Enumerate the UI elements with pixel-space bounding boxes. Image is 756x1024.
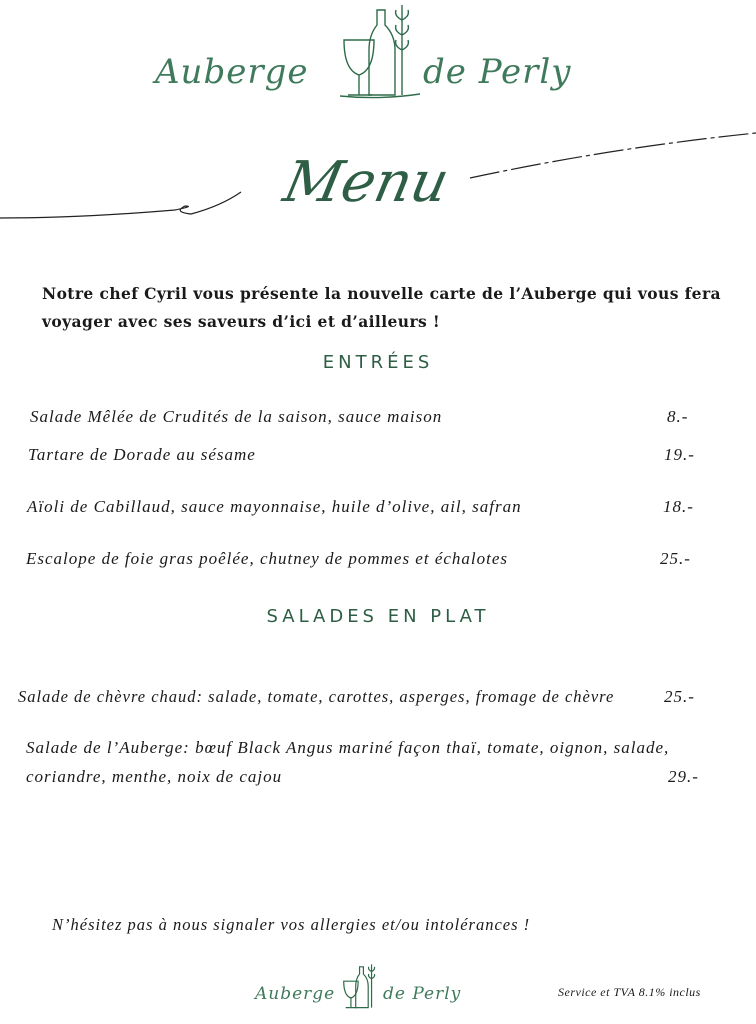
menu-item-name: Salade de chèvre chaud: salade, tomate, carottes, asperges, fromage de chèvre	[18, 687, 615, 706]
service-note: Service et TVA 8.1% inclus	[558, 985, 701, 999]
menu-item-price: 25.-	[664, 687, 695, 706]
wine-bottle-herb-icon	[341, 962, 381, 1010]
logo-text-left: Auberge	[155, 52, 309, 92]
menu-item-name-line2: coriandre, menthe, noix de cajou	[26, 767, 283, 786]
menu-item-name: Tartare de Dorade au sésame	[28, 445, 256, 464]
section-title-salades: SALADES EN PLAT	[266, 606, 490, 627]
menu-item-name: Salade de l’Auberge: bœuf Black Angus mariné façon thaï, tomate, oignon, salade,	[26, 738, 670, 757]
menu-item-name: Aïoli de Cabillaud, sauce mayonnaise, huile d’olive, ail, safran	[27, 497, 522, 516]
menu-item-price: 18.-	[663, 497, 694, 516]
footer-logo-text-left: Auberge	[255, 984, 336, 1004]
section-title-entrees: ENTRÉES	[322, 352, 434, 373]
wine-bottle-herb-icon	[340, 0, 420, 100]
menu-item-price: 19.-	[664, 445, 695, 464]
menu-title: Menu	[278, 150, 455, 215]
intro-text	[42, 280, 742, 336]
menu-item-name: Salade Mêlée de Crudités de la saison, sauce maison	[30, 407, 443, 426]
footer-logo	[255, 962, 495, 1012]
intro-line-2: voyager avec ses saveurs d’ici et d’ailleurs !	[42, 312, 441, 331]
menu-item-price: 29.-	[668, 767, 699, 786]
header-logo	[155, 0, 585, 105]
intro-line-1: Notre chef Cyril vous présente la nouvelle carte de l’Auberge qui vous fera	[42, 284, 721, 303]
menu-item-price: 8.-	[667, 407, 689, 426]
footer-logo-text-right: de Perly	[383, 984, 462, 1004]
menu-item-name: Escalope de foie gras poêlée, chutney de pommes et échalotes	[26, 549, 509, 568]
allergy-note: N’hésitez pas à nous signaler vos allergies et/ou intolérances !	[52, 915, 531, 934]
logo-text-right: de Perly	[423, 52, 572, 92]
menu-item-price: 25.-	[660, 549, 691, 568]
